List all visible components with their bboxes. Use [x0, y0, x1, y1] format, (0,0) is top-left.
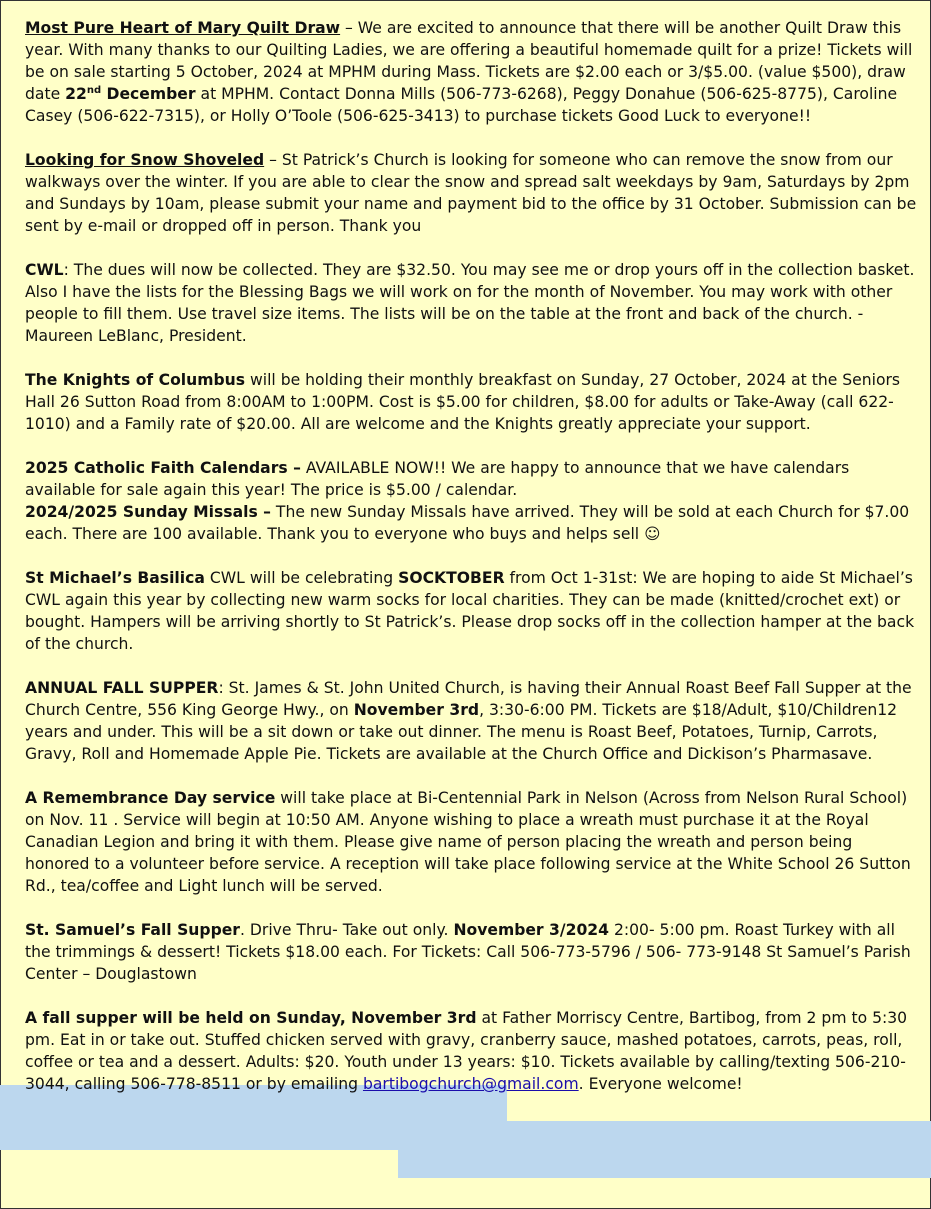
selection-highlight [398, 1121, 931, 1178]
announcement-body: . Everyone welcome! [578, 1075, 743, 1093]
event-date: November 3rd [353, 701, 480, 719]
announcement-body: at Father Morriscy Centre, Bartibog, from 2 pm to 5:30 pm. Eat in or take out. Stuffed chicken served with gravy, cranberry sauce, mashed potatoes, carrots, peas, roll, coffee or tea and a dessert. Adults: $20. Youth under 13 years: $10. Tickets available by calling/texting 506-210-3044, calling 506-778-8511 or by emailing [25, 1009, 908, 1093]
announcement-snow-shoveled [25, 149, 920, 237]
announcement-title: St Michael’s Basilica [25, 569, 205, 587]
announcement-body: at MPHM. Contact Donna Mills (506-773-6268), Peggy Donahue (506-625-8775), Caroline Casey (506-622-7315), or Holly O’Toole (506-625-3413) to purchase tickets Good Luck to everyone!! [25, 85, 898, 125]
announcement-body: AVAILABLE NOW!! We are happy to announce that we have calendars available for sale again this year! The price is $5.00 / calendar. [25, 459, 850, 499]
announcement-title: A fall supper will be held on Sunday, November 3rd [25, 1009, 477, 1027]
announcement-title: Looking for Snow Shoveled [25, 151, 265, 169]
announcement-title: St. Samuel’s Fall Supper [25, 921, 240, 939]
announcement-annual-fall-supper [25, 677, 920, 765]
announcement-title: 2025 Catholic Faith Calendars – [25, 459, 301, 477]
announcement-calendars [25, 457, 920, 501]
announcement-body: . Drive Thru- Take out only. [240, 921, 454, 939]
announcement-socktober [25, 567, 920, 655]
announcement-body: : The dues will now be collected. They are $32.50. You may see me or drop yours off in the collection basket. Also I have the lists for the Blessing Bags we will work on for the month of November. You may work with other people to fill them. Use travel size items. The lists will be on the table at the front and back of the church. -Maureen LeBlanc, President. [25, 261, 915, 345]
draw-date-suffix: nd [86, 84, 102, 96]
event-date: November 3/2024 [453, 921, 609, 939]
announcement-title: Most Pure Heart of Mary Quilt Draw [25, 19, 341, 37]
announcement-knights-of-columbus [25, 369, 920, 435]
announcement-body: 2:00- 5:00 pm. Roast Turkey with all the trimmings & dessert! Tickets $18.00 each. For Tickets: Call 506-773-5796 / 506- 773-9148 St Samuel’s Parish Center – Douglastown [25, 921, 911, 983]
announcement-cwl [25, 259, 920, 347]
announcement-title: The Knights of Columbus [25, 371, 246, 389]
email-link[interactable]: bartibogchurch@gmail.com [362, 1075, 579, 1093]
announcement-body: from Oct 1-31st: We are hoping to aide St Michael’s CWL again this year by collecting new warm socks for local charities. They can be made (knitted/crochet ext) or bought. Hampers will be arriving shortly to St Patrick’s. Please drop socks off in the collection hamper at the back of the church. [25, 569, 915, 653]
announcement-bartibog-supper [25, 1007, 920, 1095]
announcement-body: – We are excited to announce that there will be another Quilt Draw this year. With many thanks to our Quilting Ladies, we are offering a beautiful homemade quilt for a prize! Tickets will be on sale starting 5 October, 2024 at MPHM during Mass. Tickets are $2.00 each or 3/$5.00. (value $500), draw date [25, 19, 913, 103]
announcement-st-samuel-supper [25, 919, 920, 985]
bulletin-content [25, 17, 920, 1095]
announcement-body: , 3:30-6:00 PM. Tickets are $18/Adult, $10/Children12 years and under. This will be a sit down or take out dinner. The menu is Roast Beef, Potatoes, Turnip, Carrots, Gravy, Roll and Homemade Apple Pie. Tickets are available at the Church Office and Dickison’s Pharmasave. [25, 701, 898, 763]
announcement-missals [25, 501, 920, 545]
announcement-title: ANNUAL FALL SUPPER [25, 679, 219, 697]
announcement-quilt-draw [25, 17, 920, 127]
draw-date-day: 22nd December [65, 84, 196, 103]
announcement-body: CWL will be celebrating [204, 569, 399, 587]
socktober-label: SOCKTOBER [398, 569, 505, 587]
announcement-body: will take place at Bi-Centennial Park in Nelson (Across from Nelson Rural School) on Nov. 11 . Service will begin at 10:50 AM. Anyone wishing to place a wreath must purchase it at the Royal Canadian Legion and bring it with them. Please give name of person placing the wreath and person being honored to a volunteer before service. A reception will take place following service at the White School 26 Sutton Rd., tea/coffee and Light lunch will be served. [25, 789, 911, 895]
announcement-title: A Remembrance Day service [25, 789, 276, 807]
announcement-body: – St Patrick’s Church is looking for someone who can remove the snow from our walkways over the winter. If you are able to clear the snow and spread salt weekdays by 9am, Saturdays by 2pm and Sundays by 10am, please submit your name and payment bid to the office by 31 October. Submission can be sent by e-mail or dropped off in person. Thank you [25, 151, 917, 235]
announcement-remembrance-day [25, 787, 920, 897]
announcement-body: The new Sunday Missals have arrived. They will be sold at each Church for $7.00 each. There are 100 available. Thank you to everyone who buys and helps sell ☺ [25, 503, 910, 543]
announcement-body: : St. James & St. John United Church, is having their Annual Roast Beef Fall Supper at the Church Centre, 556 King George Hwy., on [25, 679, 912, 719]
announcement-title: 2024/2025 Sunday Missals – [25, 503, 271, 521]
announcement-body: will be holding their monthly breakfast on Sunday, 27 October, 2024 at the Seniors Hall 26 Sutton Road from 8:00AM to 1:00PM. Cost is $5.00 for children, $8.00 for adults or Take-Away (call 622-1010) and a Family rate of $20.00. All are welcome and the Knights greatly appreciate your support. [25, 371, 901, 433]
announcement-title: CWL [25, 261, 64, 279]
